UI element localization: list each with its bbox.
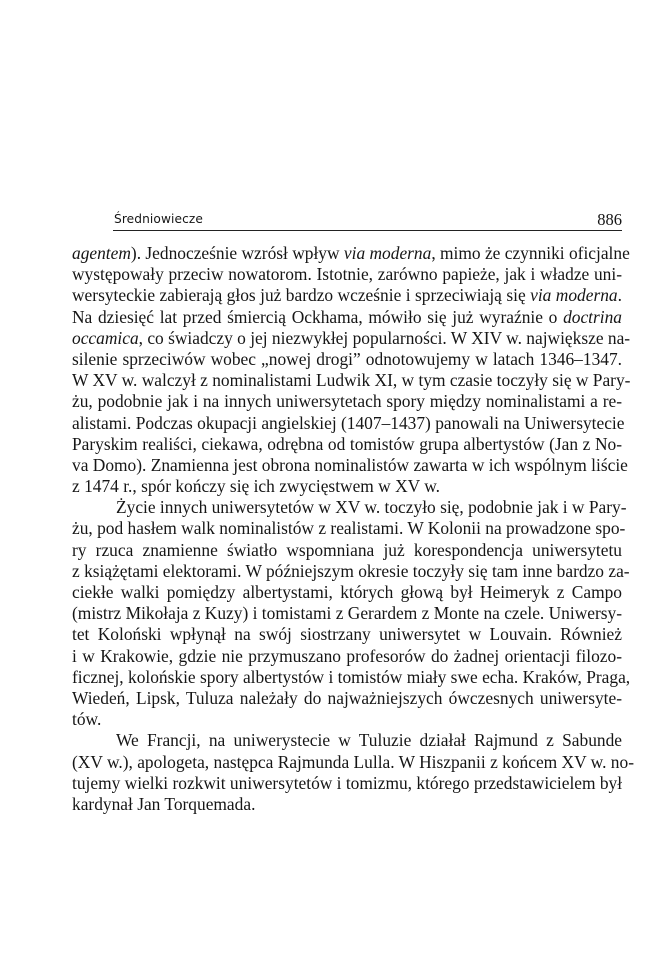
text-line	[72, 751, 634, 773]
text-run: z 1474 r., spór kończy się ich zwycięstwem w XV w.	[72, 476, 441, 497]
text-run: We Francji, na uniwerystecie w Tuluzie działał Rajmund z Sabunde	[116, 730, 622, 751]
paragraph	[72, 497, 631, 730]
text-line	[72, 391, 622, 412]
italic-run: via moderna	[530, 285, 618, 306]
text-line	[72, 434, 622, 455]
text-line	[72, 646, 622, 667]
text-line	[72, 709, 622, 730]
text-run: (XV w.), apologeta, następca Rajmunda Lulla. W Hiszpanii z końcem XV w. no-	[72, 751, 634, 772]
text-run: alistami. Podczas okupacji angielskiej (1407–1437) panowali na Uniwersytecie	[72, 412, 625, 433]
text-run: z książętami elektorami. W późniejszym okresie toczyły się tam inne bardzo za-	[72, 560, 630, 581]
text-line	[72, 773, 622, 794]
paragraph	[72, 243, 631, 497]
text-run: występowały przeciw nowatorom. Istotnie, zarówno papieże, jak i władze uni-	[72, 264, 622, 285]
text-line	[72, 560, 630, 582]
text-run: żu, podobnie jak i na innych uniwersytetach spory między nominalistami a re-	[72, 391, 622, 412]
body-text	[72, 243, 634, 815]
text-line	[72, 285, 622, 306]
running-header	[113, 208, 622, 231]
text-run: W XV w. walczył z nominalistami Ludwik XI, w tym czasie toczyły się w Pary-	[72, 370, 631, 391]
text-run: kardynał Jan Torquemada.	[72, 793, 256, 814]
text-line	[72, 412, 625, 434]
text-line	[72, 688, 622, 709]
text-line	[72, 582, 622, 603]
text-line	[72, 794, 622, 815]
text-run: ficznej, kolońskie spory albertystów i tomistów miały swe echa. Kraków, Praga,	[72, 666, 631, 687]
text-run: Paryskim realiści, ciekawa, odrębna od tomistów grupa albertystów (Jan z No-	[72, 433, 622, 454]
text-line	[72, 454, 628, 476]
text-line	[72, 476, 622, 497]
paragraph	[72, 730, 634, 815]
text-line	[72, 730, 622, 751]
italic-run: occamica	[72, 327, 139, 348]
text-run: Wiedeń, Lipsk, Tuluza należały do najważniejszych ówczesnych uniwersyte-	[72, 687, 622, 708]
text-line	[72, 518, 626, 539]
text-run: , mimo że czynniki oficjalne	[431, 243, 630, 263]
text-line	[72, 349, 622, 370]
page-number: 886	[597, 210, 622, 229]
text-run: silenie sprzeciwów wobec „nowej drogi” odnotowujemy w latach 1346–1347.	[72, 348, 622, 369]
text-run: ry rzuca znamienne światło wspomniana już korespondencja uniwersytetu	[72, 539, 622, 560]
text-run: .	[617, 285, 622, 306]
text-line	[72, 264, 622, 285]
text-run: tujemy wielki rozkwit uniwersytetów i tomizmu, którego przedstawicielem był	[72, 772, 623, 793]
text-line	[72, 603, 622, 624]
text-run: i w Krakowie, gdzie nie przymuszano profesorów do żadnej orientacji filozo-	[72, 645, 622, 666]
text-line	[72, 666, 631, 688]
text-run: ). Jednocześnie wzrósł wpływ	[130, 243, 344, 263]
text-line	[72, 327, 631, 349]
text-run: va Domo). Znamienna jest obrona nominalistów zawarta w ich wspólnym liście	[72, 454, 628, 475]
text-run: tów.	[72, 709, 102, 730]
text-run: Na dziesięć lat przed śmiercią Ockhama, mówiło się już wyraźnie o	[72, 306, 564, 327]
running-head-title: Średniowiecze	[114, 212, 204, 226]
text-run: ciekłe walki pomiędzy albertystami, których głową był Heimeryk z Campo	[72, 582, 622, 602]
text-run: (mistrz Mikołaja z Kuzy) i tomistami z Gerardem z Monte na czele. Uniwersy-	[72, 603, 623, 624]
text-run: żu, pod hasłem walk nominalistów z realistami. W Kolonii na prowadzone spo-	[72, 518, 626, 539]
text-line	[72, 624, 622, 645]
text-run: Życie innych uniwersytetów w XV w. toczyło się, podobnie jak i w Pary-	[116, 497, 627, 518]
text-run: tet Koloński wpłynął na swój siostrzany uniwersytet w Louvain. Również	[72, 624, 622, 645]
text-line	[72, 497, 627, 518]
italic-run: agentem	[72, 243, 131, 263]
italic-run: via moderna	[343, 243, 432, 263]
text-line	[72, 370, 631, 391]
text-line	[72, 243, 630, 264]
text-line	[72, 307, 622, 328]
text-run: wersyteckie zabierają głos już bardzo wcześnie i sprzeciwiają się	[72, 285, 531, 306]
text-line	[72, 540, 622, 561]
text-run: , co świadczy o jej niezwykłej popularności. W XIV w. największe na-	[138, 327, 631, 348]
italic-run: doctrina	[563, 306, 622, 327]
